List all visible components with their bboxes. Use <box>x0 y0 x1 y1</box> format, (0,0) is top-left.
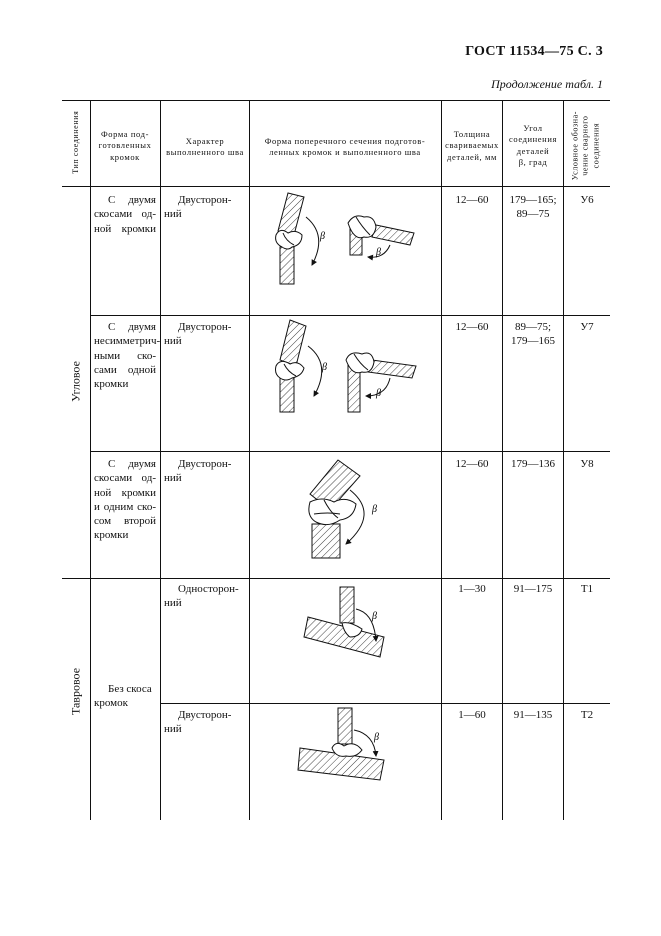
row2-designation: У7 <box>580 321 594 333</box>
row3-angle: 179—136 <box>511 458 555 470</box>
row1-designation: У6 <box>580 194 594 206</box>
u6-right-joint <box>348 216 414 257</box>
row2-thickness: 12—60 <box>455 321 489 333</box>
row1-edge-form: С двумя скосами од- ной кромки <box>94 194 156 235</box>
u8-beta-label: β <box>372 504 377 515</box>
u7-left-joint <box>276 320 322 412</box>
table-top-border <box>62 100 610 101</box>
row1-thickness: 12—60 <box>455 194 489 206</box>
t2-joint <box>298 708 384 780</box>
figure-u8 <box>250 452 440 577</box>
u6-left-joint <box>276 193 319 284</box>
header-edge-form: Форма под- готовленных кромок <box>98 129 152 162</box>
t1-beta-label: β <box>372 611 377 622</box>
page-header: ГОСТ 11534—75 С. 3 <box>465 44 603 59</box>
row2-angle: 89—75; 179—165 <box>511 321 555 348</box>
row4-angle: 91—175 <box>513 583 553 595</box>
table-continuation-label: Продолжение табл. 1 <box>491 77 603 91</box>
t1-joint <box>304 587 384 657</box>
u6-beta-label-left: β <box>320 231 325 242</box>
t2-beta-label: β <box>374 732 379 743</box>
u7-beta-label-right: β <box>376 388 381 399</box>
tee-edge-form: Без скоса кромок <box>94 683 152 710</box>
u8-joint <box>309 460 364 558</box>
row3-edge-form: С двумя скосами од- ной кромки и одним ско- сом второй кромки <box>94 458 156 542</box>
header-thickness: Толщина свариваемых деталей, мм <box>445 129 499 162</box>
header-designation: Условное обозна- чение сварного соединения <box>570 110 601 181</box>
row5-designation: Т2 <box>580 709 594 721</box>
u7-right-joint <box>346 353 416 412</box>
group-label-angular: Угловое <box>68 361 83 402</box>
row4-thickness: 1—30 <box>458 583 486 595</box>
u7-beta-label-left: β <box>322 362 327 373</box>
figure-t2 <box>250 704 440 820</box>
header-joint-type: Тип соединения <box>70 110 80 174</box>
u6-beta-label-right: β <box>376 247 381 258</box>
figure-u7 <box>250 316 440 450</box>
group-label-tee: Тавровое <box>68 667 83 716</box>
figure-t1 <box>250 579 440 702</box>
row1-weld: Двусторон- ний <box>164 194 232 221</box>
row5-weld: Двусторон- ний <box>164 709 232 736</box>
header-weld-character: Характер выполненного шва <box>166 136 244 158</box>
col-divider-2 <box>160 100 161 820</box>
header-cross-section: Форма поперечного сечения подготов- ленных кромок и выполненного шва <box>264 136 426 158</box>
row5-thickness: 1—60 <box>458 709 486 721</box>
row3-thickness: 12—60 <box>455 458 489 470</box>
row5-angle: 91—135 <box>513 709 553 721</box>
header-angle: Угол соединения деталей β, град <box>509 123 557 168</box>
row4-designation: Т1 <box>580 583 594 595</box>
row3-designation: У8 <box>580 458 594 470</box>
row3-weld: Двусторон- ний <box>164 458 232 485</box>
row4-weld: Односторон- ний <box>164 583 239 610</box>
row2-edge-form: С двумя несимметрич- ными ско- сами одной кромки <box>94 321 161 391</box>
figure-u6 <box>250 187 440 315</box>
col-divider-1 <box>90 100 91 820</box>
row1-angle: 179—165; 89—75 <box>509 194 557 221</box>
row2-weld: Двусторон- ний <box>164 321 232 348</box>
